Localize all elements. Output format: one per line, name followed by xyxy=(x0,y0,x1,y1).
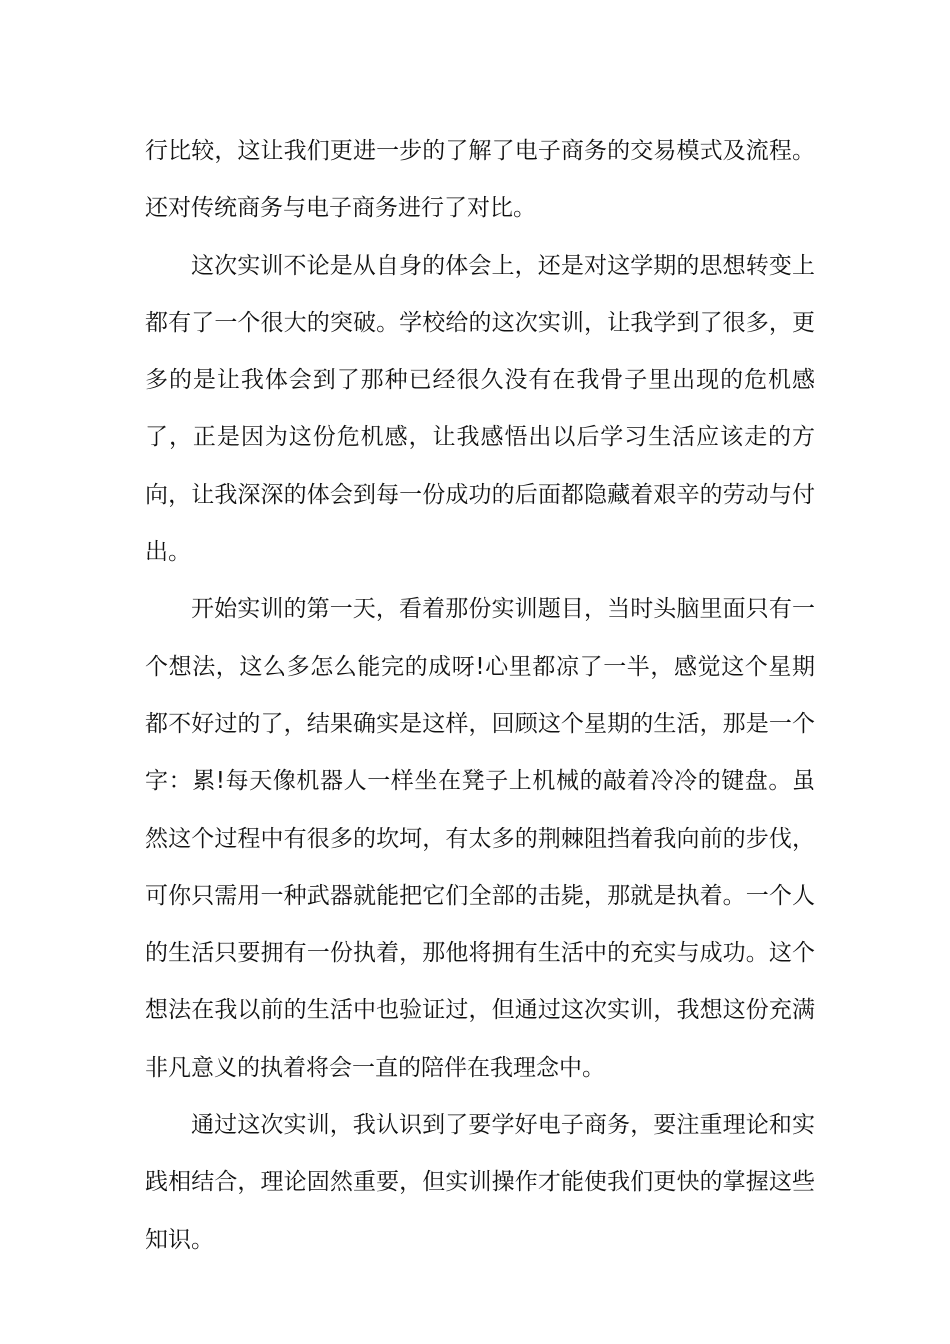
paragraph-4: 通过这次实训，我认识到了要学好电子商务，要注重理论和实践相结合，理论固然重要，但实训操作才能使我们更快的掌握这些知识。 xyxy=(145,1112,815,1253)
document-body xyxy=(145,123,815,1269)
paragraph-3: 开始实训的第一天，看着那份实训题目，当时头脑里面只有一个想法，这么多怎么能完的成呀!心里都凉了一半，感觉这个星期都不好过的了，结果确实是这样，回顾这个星期的生活，那是一个字：累!每天像机器人一样坐在凳子上机械的敲着冷冷的键盘。虽然这个过程中有很多的坎坷，有太多的荆棘阻挡着我向前的步伐，可你只需用一种武器就能把它们全部的击毙，那就是执着。一个人的生活只要拥有一份执着，那他将拥有生活中的充实与成功。这个想法在我以前的生活中也验证过，但通过这次实训，我想这份充满非凡意义的执着将会一直的陪伴在我理念中。 xyxy=(145,596,815,1081)
paragraph-2: 这次实训不论是从自身的体会上，还是对这学期的思想转变上都有了一个很大的突破。学校给的这次实训，让我学到了很多，更多的是让我体会到了那种已经很久没有在我骨子里出现的危机感了，正是因为这份危机感，让我感悟出以后学习生活应该走的方向，让我深深的体会到每一份成功的后面都隐藏着艰辛的劳动与付出。 xyxy=(145,252,815,566)
paragraph-1: 行比较，这让我们更进一步的了解了电子商务的交易模式及流程。还对传统商务与电子商务进行了对比。 xyxy=(145,138,815,222)
